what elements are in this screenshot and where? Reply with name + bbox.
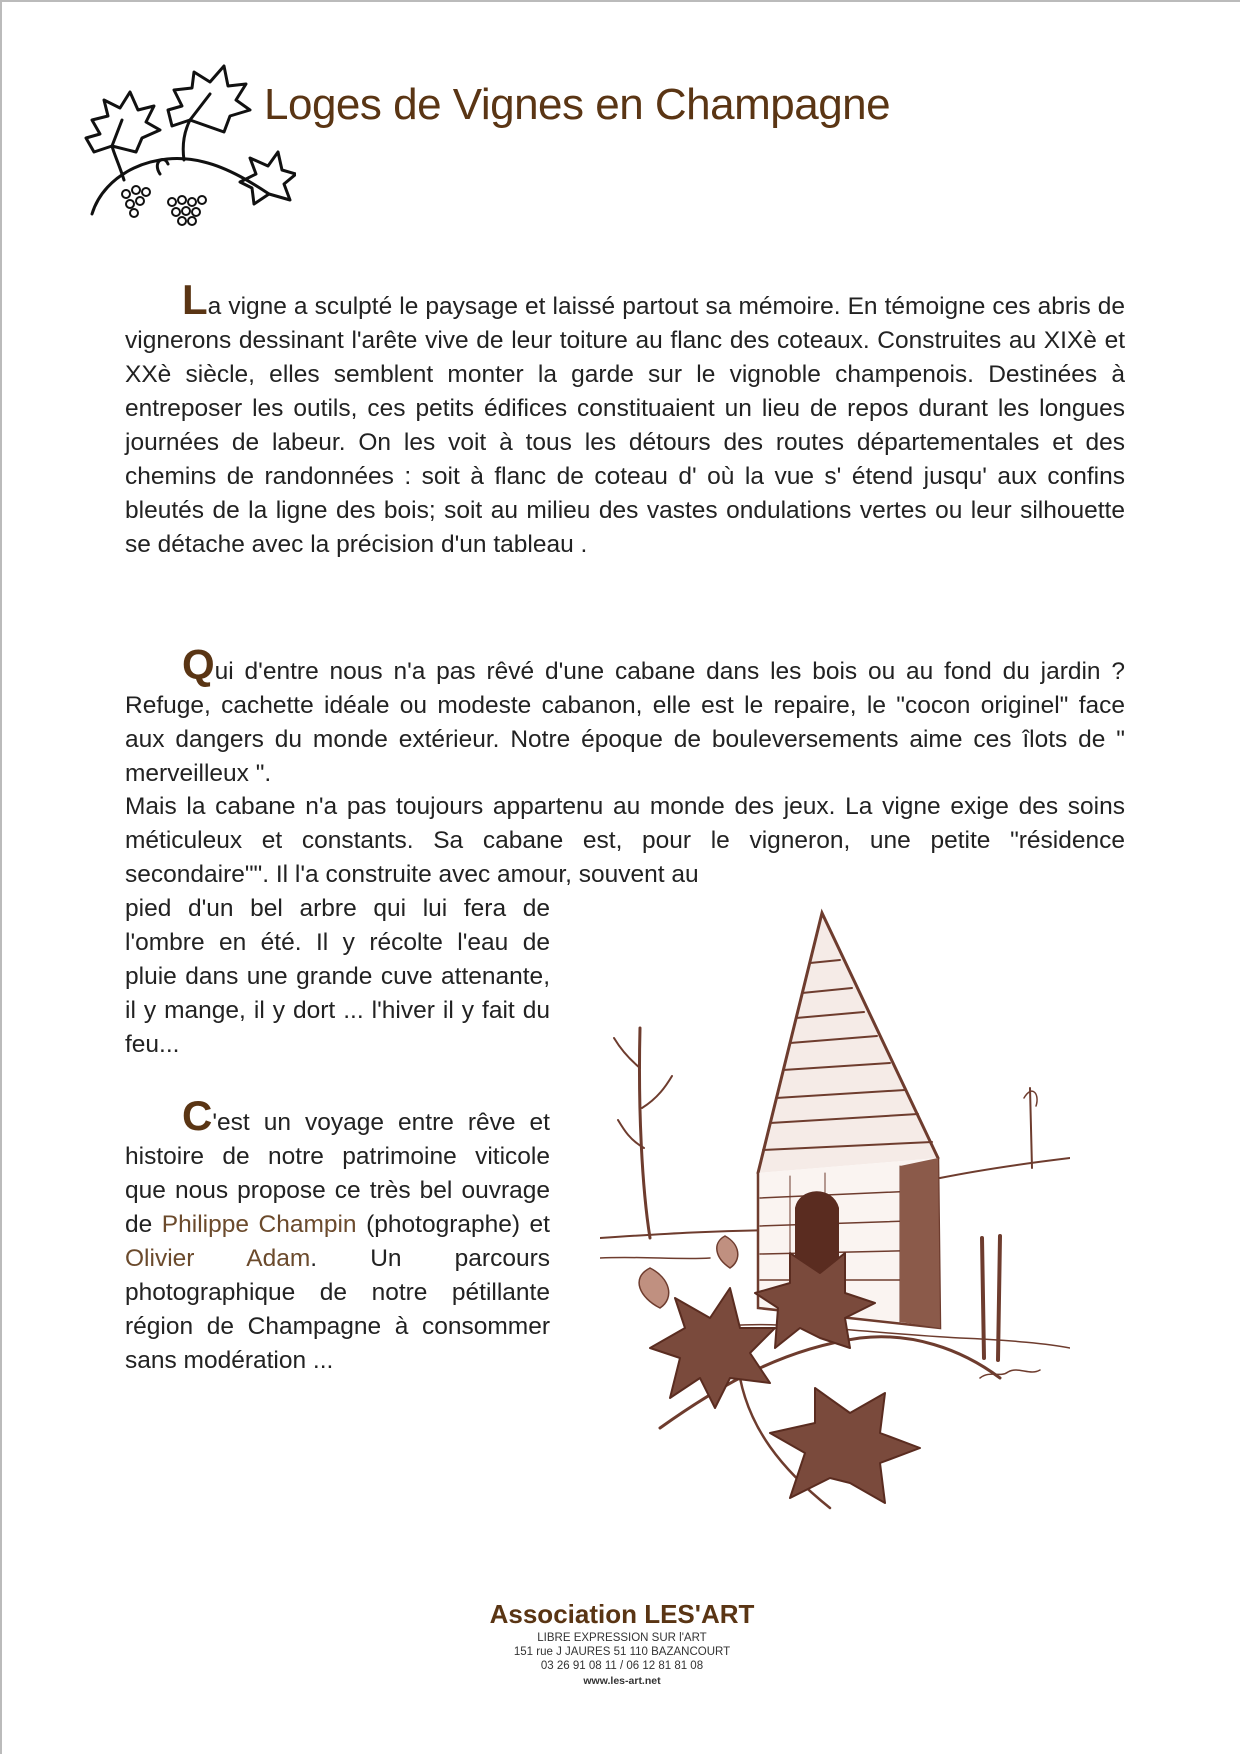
- association-address: 151 rue J JAURES 51 110 BAZANCOURT: [513, 1646, 731, 1658]
- author-philippe-champin: Philippe Champin: [161, 1211, 357, 1238]
- paragraph-ouvrage-text-middle: (photographe) et: [356, 1211, 550, 1238]
- association-phones: 03 26 91 08 11 / 06 12 81 81 08: [540, 1660, 704, 1672]
- paragraph-ouvrage-text-end: . Un parcours photographique de notre pétillante région de Champagne à consommer sans modération ...: [125, 1245, 550, 1374]
- paragraph-cabane: [125, 641, 1125, 791]
- paragraph-ouvrage: [125, 1092, 550, 1378]
- paragraph-intro-text: a vigne a sculpté le paysage et laissé partout sa mémoire. En témoigne ces abris de vignerons dessinant l'arête vive de leur toiture au flanc des coteaux. Construites au XIXè et XXè siècle, elles semblent monter la garde sur le vignoble champenois. Destinées à entreposer les outils, ces petits édifices constituaient un lieu de repos durant les longues journées de labeur. On les voit à tous les détours des routes départementales et des chemins de randonnées : soit à flanc de coteau d' où la vue s' étend jusqu' aux confins bleutés de la ligne des bois; soit au milieu des vastes ondulations vertes ou leur silhouette se détache avec la précision d'un tableau .: [125, 293, 1125, 558]
- loge-sketch-illustration: [600, 908, 1070, 1518]
- footer: [402, 1597, 842, 1689]
- association-tagline: LIBRE EXPRESSION SUR l'ART: [537, 1632, 707, 1644]
- paragraph-ouvrage-text: 'est un voyage entre rêve et histoire de notre patrimoine viticole que nous propose ce très bel ouvrage de: [125, 1109, 550, 1238]
- paragraph-arbre: pied d'un bel arbre qui lui fera de l'ombre en été. Il y récolte l'eau de pluie dans une grande cuve attenante, il y mange, il y dort ... l'hiver il y fait du feu...: [125, 895, 550, 1058]
- paragraph-vigneron: Mais la cabane n'a pas toujours appartenu au monde des jeux. La vigne exige des soins méticuleux et constants. Sa cabane est, pour le vigneron, une petite "résidence secondaire"". Il l'a construite avec amour, souvent au: [125, 793, 1125, 888]
- association-website-link[interactable]: www.les-art.net: [583, 1675, 661, 1687]
- paragraph-intro: [125, 276, 1125, 562]
- association-name: Association LES'ART: [489, 1599, 755, 1629]
- author-olivier-adam: Olivier Adam: [125, 1245, 311, 1272]
- dropcap-c: C: [182, 1092, 213, 1139]
- vine-leaf-logo: [64, 54, 296, 226]
- paragraph-cabane-text: ui d'entre nous n'a pas rêvé d'une cabane dans les bois ou au fond du jardin ? Refuge, cachette idéale ou modeste cabanon, elle est le repaire, le "cocon originel" face aux dangers du monde extérieur. Notre époque de bouleversements aime ces îlots de " merveilleux ".: [125, 658, 1125, 787]
- dropcap-q: Q: [182, 641, 215, 688]
- page-title: Loges de Vignes en Champagne: [264, 80, 891, 129]
- dropcap-l: L: [182, 276, 208, 323]
